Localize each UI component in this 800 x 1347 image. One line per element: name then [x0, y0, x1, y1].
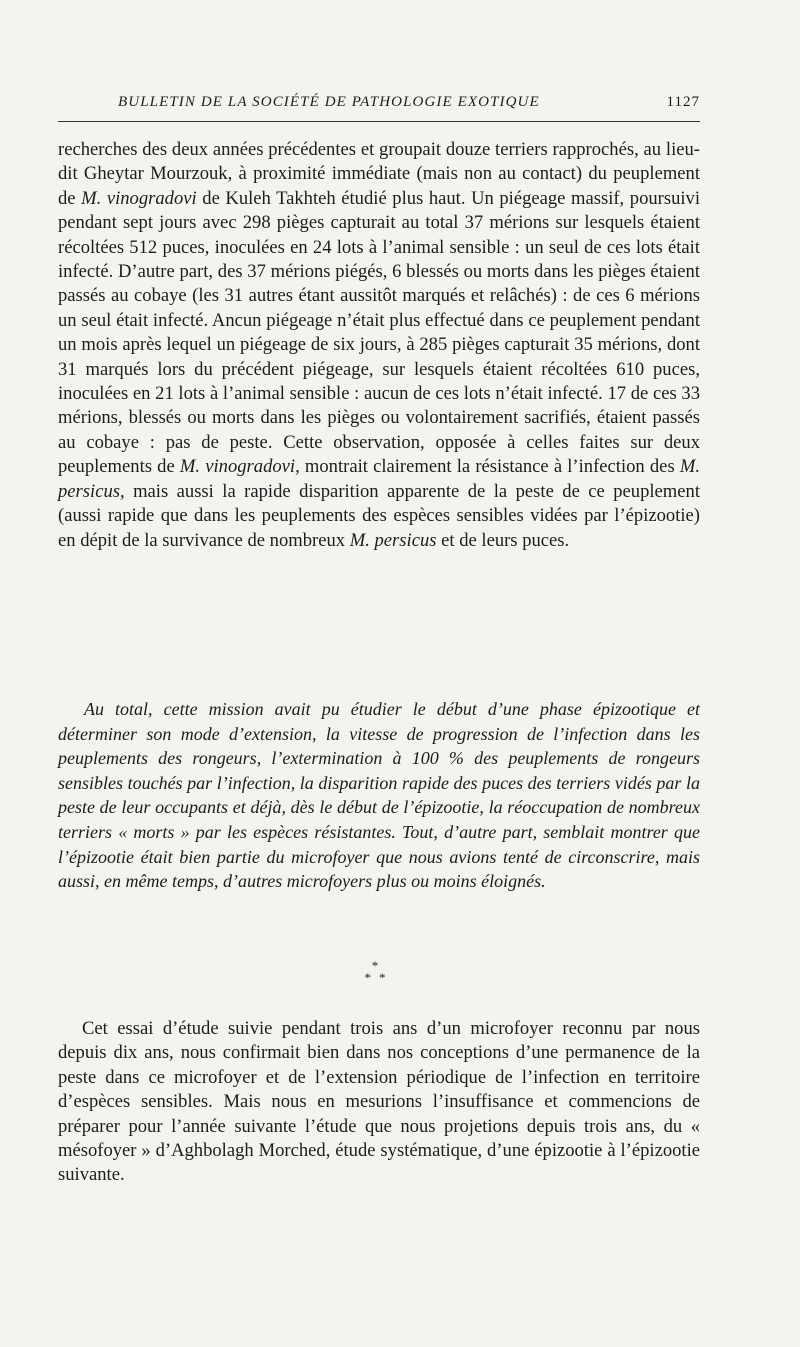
page-header	[58, 94, 700, 118]
paragraph-3-text: Cet essai d’étude suivie pendant trois ans d’un microfoyer reconnu par nous depuis dix ans, nous confirmait bien dans nos conceptions d’une permanence de la peste dans ce microfoyer et de l’extension périodique de l’infection en territoire d’espèces sensibles. Mais nous en mesurions l’insuffisance et commencions de préparer pour l’année suivante l’étude que nous projetions depuis trois ans, du « mésofoyer » d’Aghbolagh Morched, étude systématique, d’une épizootie à l’épizootie suivante.	[58, 1018, 700, 1186]
paragraph-1-segment-4: mais aussi la rapide disparition apparente de la peste de ce peuplement (aussi rapide que dans les peuplements des espèces sensibles vidées par l’épizootie) en dépit de la survivance de nombreux	[58, 480, 700, 551]
paragraph-1-segment-5: et de leurs puces.	[436, 529, 570, 551]
running-head: BULLETIN DE LA SOCIÉTÉ DE PATHOLOGIE EXOTIQUE	[118, 94, 540, 110]
page-number: 1127	[666, 94, 700, 110]
section-separator	[355, 960, 395, 984]
paragraph-1-text	[58, 138, 700, 553]
species-name: M. persicus,	[58, 456, 700, 502]
paragraph-2	[58, 697, 700, 894]
paragraph-1-segment-1: recherches des deux années précédentes et groupait douze terriers rapprochés, au lieu-dit Gheytar Mourzouk, à proximité immédiate (mais non au contact) du peuplement de	[58, 139, 700, 209]
species-name: M. persicus	[349, 529, 437, 551]
species-name: M. vinogradovi,	[179, 456, 300, 478]
paragraph-2-text: Au total, cette mission avait pu étudier le début d’une phase épizootique et déterminer son mode d’extension, la vitesse de progression de l’infection dans les peuplements des rongeurs, l’extermination à 100 % des peuplements de rongeurs sensibles touchés par l’infection, la disparition rapide des puces des terriers vidés par la peste de leur occupants et déjà, dès le début de l’épizootie, la réoccupation de nombreux terriers « morts » par les espèces résistantes. Tout, d’autre part, semblait montrer que l’épizootie était bien partie du microfoyer que nous avions tenté de circonscrire, mais aussi, en même temps, d’autres microfoyers plus ou moins éloignés.	[58, 699, 700, 892]
separator-star: *	[379, 970, 386, 985]
paragraph-1	[58, 138, 700, 553]
header-rule	[58, 121, 700, 122]
paragraph-3	[58, 1017, 700, 1188]
separator-star: *	[364, 970, 371, 985]
paragraph-1-segment-2: de Kuleh Takhteh étudié plus haut. Un piégeage massif, poursuivi pendant sept jours avec 298 pièges capturait au total 37 mérions sur lesquels étaient récoltées 512 puces, inoculées en 24 lots à l’animal sensible : un seul de ces lots était infecté. D’autre part, des 37 mérions piégés, 6 blessés ou morts dans les pièges étaient passés au cobaye (les 31 autres étant aussitôt marqués et relâchés) : de ces 6 mérions un seul était infecté. Ancun piégeage n’était plus effectué dans ce peuplement pendant un mois après lequel un piégeage de six jours, à 285 pièges capturait 35 mérions, dont 31 marqués lors du précédent piégeage, sur lesquels étaient récoltées 610 puces, inoculées en 21 lots à l’animal sensible : aucun de ces lots n’était infecté. 17 de ces 33 mérions, blessés ou morts dans les pièges ou volontairement sacrifiés, étaient passés au cobaye : pas de peste. Cette observation, opposée à celles faites sur deux peuplements de	[58, 187, 701, 478]
paragraph-1-segment-3: montrait clairement la résistance à l’infection des	[299, 456, 680, 478]
species-name: M. vinogradovi	[81, 187, 197, 209]
separator-star: *	[371, 958, 379, 973]
